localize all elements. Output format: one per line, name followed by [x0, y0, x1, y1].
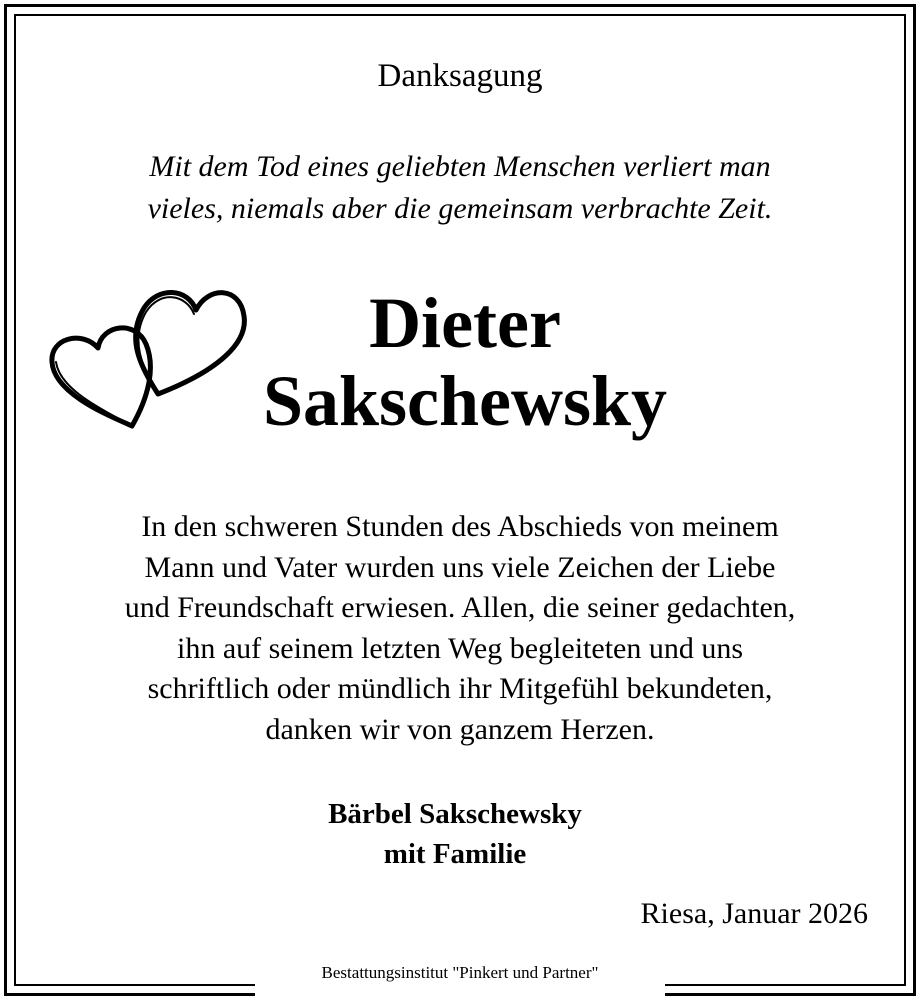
signature-block — [0, 794, 910, 874]
deceased-first-name: Dieter — [369, 283, 561, 363]
message-line: In den schweren Stunden des Abschieds von meinem — [141, 510, 779, 543]
funeral-home-credit: Bestattungsinstitut "Pinkert und Partner" — [321, 963, 599, 982]
deceased-name — [170, 284, 760, 440]
notice-title: Danksagung — [377, 58, 543, 94]
memorial-quote — [0, 146, 920, 230]
message-line: schriftlich oder mündlich ihr Mitgefühl bekundeten, — [147, 672, 773, 705]
footer-rule-right — [665, 984, 906, 986]
quote-line: vieles, niemals aber die gemeinsam verbrachte Zeit. — [147, 192, 773, 225]
quote-line: Mit dem Tod eines geliebten Menschen verliert man — [149, 150, 771, 183]
thanks-message — [0, 507, 920, 750]
signature-line: mit Familie — [383, 838, 527, 870]
place-date: Riesa, Januar 2026 — [640, 897, 868, 930]
footer-rule-left — [14, 984, 255, 986]
message-line: ihn auf seinem letzten Weg begleiteten und uns — [176, 631, 744, 665]
message-line: und Freundschaft erwiesen. Allen, die seiner gedachten, — [124, 591, 796, 624]
message-line: Mann und Vater wurden uns viele Zeichen der Liebe — [144, 550, 776, 584]
signature-line: Bärbel Sakschewsky — [328, 798, 582, 830]
deceased-last-name: Sakschewsky — [262, 361, 668, 441]
message-line: danken wir von ganzem Herzen. — [265, 712, 655, 746]
